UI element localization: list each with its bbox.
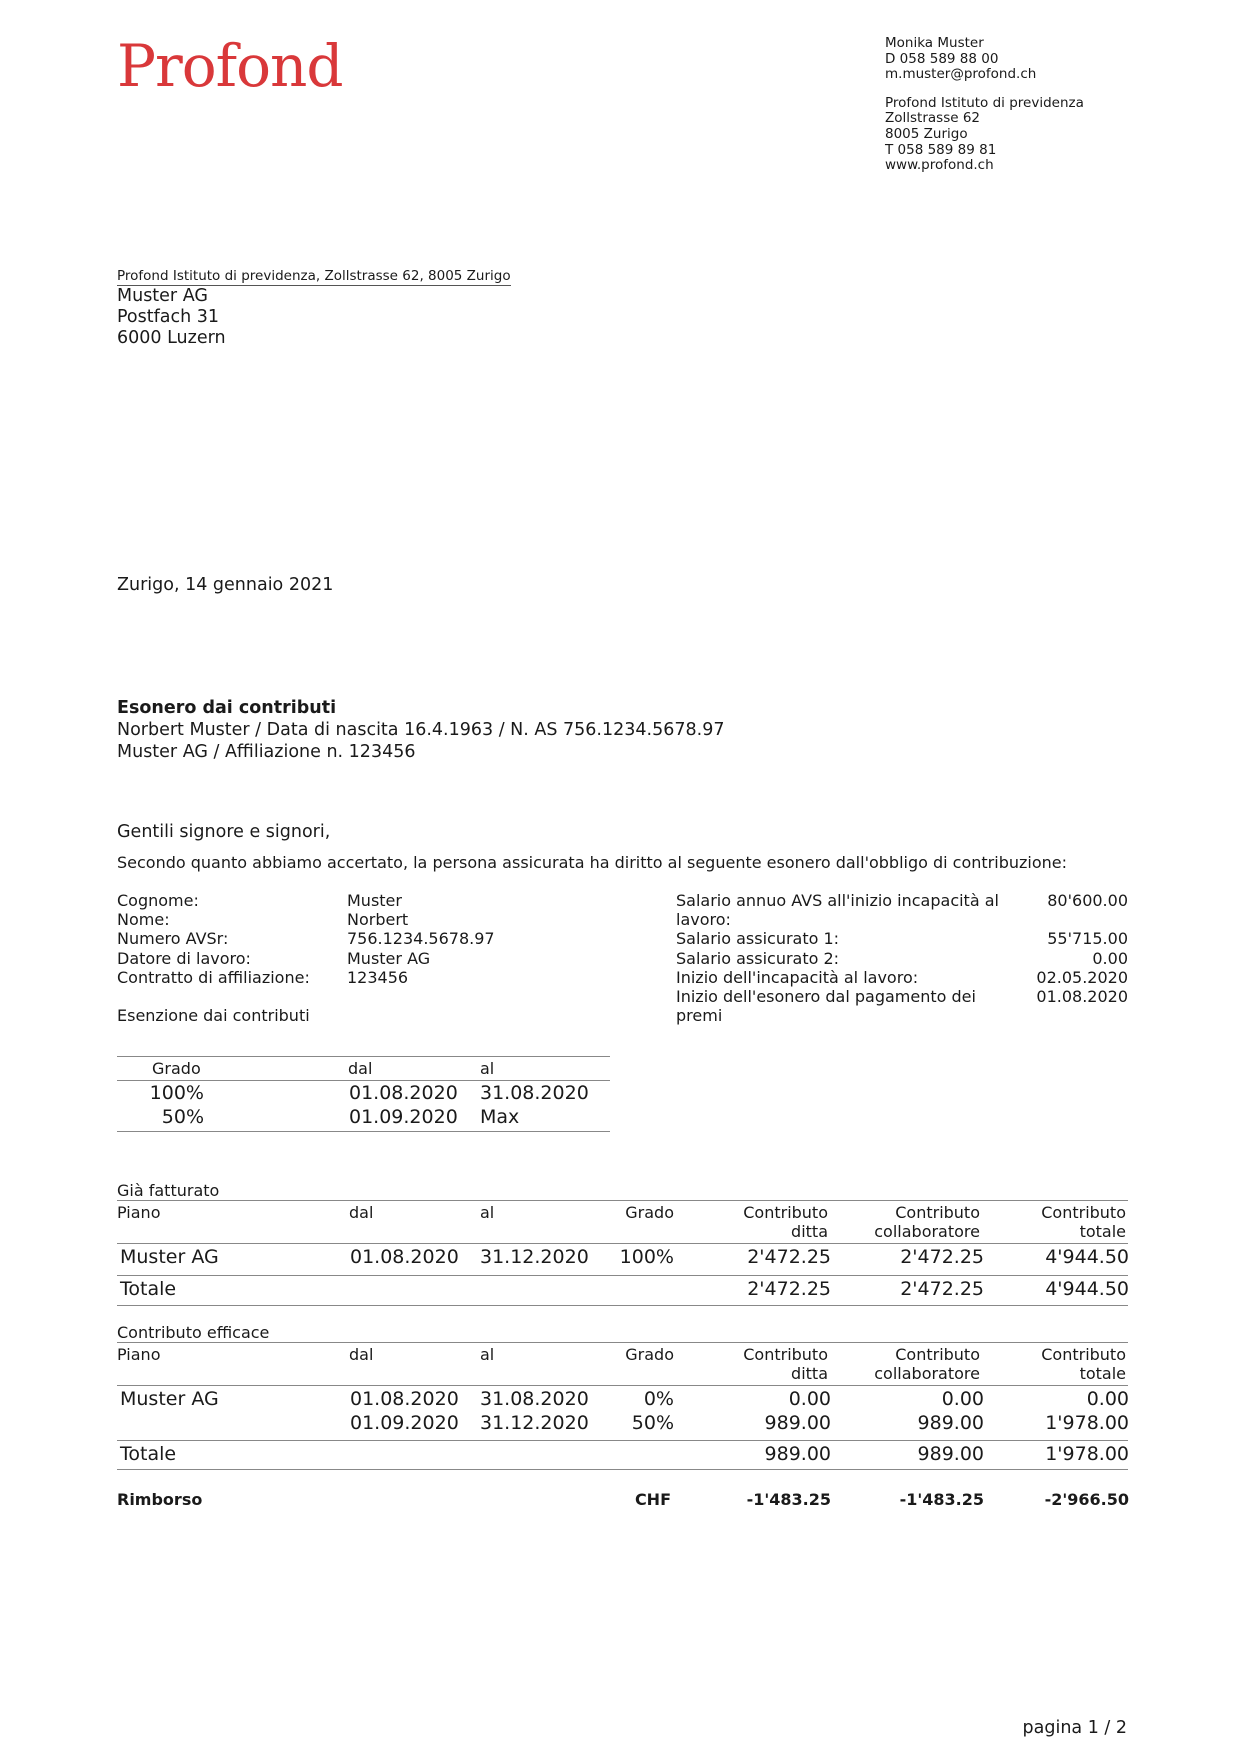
col-header: ditta	[791, 1222, 828, 1241]
divider	[117, 1275, 1128, 1276]
billed-plan: Muster AG	[120, 1246, 219, 1268]
page-number: pagina 1 / 2	[1022, 1718, 1127, 1738]
effective-total: 1'978.00	[1045, 1412, 1129, 1434]
col-header: Grado	[625, 1203, 674, 1222]
info-label: Numero AVSr:	[117, 929, 229, 949]
salary-value: 55'715.00	[1047, 929, 1128, 949]
info-value: Muster AG	[347, 948, 431, 968]
col-header: collaboratore	[874, 1222, 980, 1241]
divider	[117, 1080, 610, 1081]
contact-block	[885, 36, 1084, 174]
salary-label: Salario assicurato 1:	[676, 929, 840, 949]
subject-line: Norbert Muster / Data di nascita 16.4.1963 / N. AS 756.1234.5678.97	[117, 720, 725, 740]
info-label: Nome:	[117, 910, 170, 930]
divider	[117, 1469, 1128, 1470]
logo: Profond	[117, 32, 343, 100]
refund-employee: -1'483.25	[899, 1490, 984, 1509]
effective-total-employee: 989.00	[917, 1443, 984, 1465]
billed-employee: 2'472.25	[900, 1246, 984, 1268]
billed-total: 4'944.50	[1045, 1246, 1129, 1268]
salary-row	[676, 987, 1128, 1025]
effective-from: 01.09.2020	[350, 1412, 459, 1434]
billed-to: 31.12.2020	[480, 1246, 589, 1268]
info-value: Norbert	[347, 910, 409, 930]
info-label: Contratto di affiliazione:	[117, 967, 310, 987]
info-row	[117, 929, 495, 949]
effective-employee: 989.00	[917, 1412, 984, 1434]
sender-line: Profond Istituto di previdenza, Zollstrasse 62, 8005 Zurigo	[117, 268, 511, 284]
info-row	[117, 910, 409, 930]
info-label: Datore di lavoro:	[117, 948, 251, 968]
exemption-heading: Esenzione dai contributi	[117, 1006, 310, 1025]
grade-to: 31.08.2020	[480, 1082, 589, 1104]
refund-currency: CHF	[634, 1490, 671, 1509]
divider	[117, 1200, 1128, 1201]
contact-email: m.muster@profond.ch	[885, 66, 1037, 83]
divider	[117, 1342, 1128, 1343]
recipient-line: Muster AG	[117, 286, 208, 306]
col-header: dal	[349, 1345, 374, 1364]
billed-from: 01.08.2020	[350, 1246, 459, 1268]
info-label: Cognome:	[117, 891, 199, 910]
col-header: ditta	[791, 1364, 828, 1383]
divider	[117, 1056, 610, 1057]
info-value: 123456	[347, 967, 409, 987]
recipient-line: 6000 Luzern	[117, 328, 226, 348]
divider	[117, 1440, 1128, 1441]
intro-text: Secondo quanto abbiamo accertato, la persona assicurata ha diritto al seguente esonero dall'obbligo di contribuzione:	[117, 853, 1068, 872]
salary-info	[676, 891, 1128, 1025]
refund-total: -2'966.50	[1044, 1490, 1129, 1509]
col-header: Contributo	[1041, 1345, 1126, 1364]
divider	[117, 1243, 1128, 1244]
info-row	[117, 967, 409, 987]
info-value: 756.1234.5678.97	[347, 929, 495, 949]
section-title-billed: Già fatturato	[117, 1181, 220, 1200]
refund-company: -1'483.25	[746, 1490, 831, 1509]
col-header: Piano	[117, 1203, 161, 1222]
effective-total-total: 1'978.00	[1045, 1443, 1129, 1465]
salary-row	[676, 949, 1128, 968]
salary-label: Salario annuo AVS all'inizio incapacità al lavoro:	[676, 891, 999, 930]
grade-from: 01.08.2020	[349, 1082, 458, 1104]
grade-value: 50%	[161, 1106, 204, 1128]
salary-value: 80'600.00	[1047, 891, 1128, 910]
billed-total-employee: 2'472.25	[900, 1278, 984, 1300]
subject-block	[117, 697, 724, 763]
effective-grade: 0%	[643, 1388, 674, 1410]
col-header: Contributo	[895, 1203, 980, 1222]
salary-row	[676, 968, 1128, 987]
col-header: al	[480, 1345, 495, 1364]
grade-header: dal	[348, 1059, 373, 1078]
recipient-address	[117, 286, 226, 349]
contact-web: www.profond.ch	[885, 157, 994, 174]
col-header: dal	[349, 1203, 374, 1222]
subject-title: Esonero dai contributi	[117, 698, 337, 718]
info-row	[117, 948, 431, 968]
grade-header: al	[480, 1059, 495, 1078]
effective-total-label: Totale	[120, 1443, 177, 1465]
salary-value: 01.08.2020	[1036, 987, 1128, 1007]
col-header: Piano	[117, 1345, 161, 1364]
col-header: totale	[1079, 1364, 1126, 1383]
effective-company: 989.00	[764, 1412, 831, 1434]
letter-date: Zurigo, 14 gennaio 2021	[117, 575, 334, 595]
effective-to: 31.12.2020	[480, 1412, 589, 1434]
grade-from: 01.09.2020	[349, 1106, 458, 1128]
salary-label: Inizio dell'esonero dal pagamento dei premi	[676, 987, 976, 1026]
billed-grade: 100%	[619, 1246, 674, 1268]
salary-value: 02.05.2020	[1036, 967, 1128, 987]
contact-direct-phone: D 058 589 88 00	[885, 50, 999, 67]
col-header: Contributo	[1041, 1203, 1126, 1222]
col-header: totale	[1079, 1222, 1126, 1241]
info-row	[117, 891, 402, 910]
effective-company: 0.00	[788, 1388, 831, 1410]
col-header: al	[480, 1203, 495, 1222]
salary-row	[676, 929, 1128, 948]
contact-org: Profond Istituto di previdenza	[885, 94, 1084, 111]
effective-total-company: 989.00	[764, 1443, 831, 1465]
effective-total: 0.00	[1086, 1388, 1129, 1410]
salary-row	[676, 891, 1128, 929]
col-header: collaboratore	[874, 1364, 980, 1383]
billed-company: 2'472.25	[747, 1246, 831, 1268]
effective-plan: Muster AG	[120, 1388, 219, 1410]
recipient-line: Postfach 31	[117, 307, 220, 327]
divider	[117, 1131, 610, 1132]
contact-street: Zollstrasse 62	[885, 110, 981, 127]
contact-city: 8005 Zurigo	[885, 125, 968, 142]
effective-to: 31.08.2020	[480, 1388, 589, 1410]
refund-label: Rimborso	[117, 1490, 203, 1509]
billed-total-total: 4'944.50	[1045, 1278, 1129, 1300]
info-value: Muster	[347, 891, 402, 910]
effective-grade: 50%	[631, 1412, 674, 1434]
subject-line: Muster AG / Affiliazione n. 123456	[117, 742, 416, 762]
effective-employee: 0.00	[941, 1388, 984, 1410]
grade-value: 100%	[149, 1082, 204, 1104]
contact-person: Monika Muster	[885, 35, 984, 51]
billed-total-label: Totale	[120, 1278, 177, 1300]
divider	[117, 1385, 1128, 1386]
billed-total-company: 2'472.25	[747, 1278, 831, 1300]
effective-from: 01.08.2020	[350, 1388, 459, 1410]
section-title-effective: Contributo efficace	[117, 1323, 270, 1342]
col-header: Grado	[625, 1345, 674, 1364]
col-header: Contributo	[895, 1345, 980, 1364]
grade-to: Max	[480, 1106, 520, 1128]
salary-value: 0.00	[1092, 948, 1128, 968]
grade-header: Grado	[152, 1059, 201, 1078]
col-header: Contributo	[743, 1345, 828, 1364]
divider	[117, 1305, 1128, 1306]
person-info	[117, 891, 495, 987]
salary-label: Inizio dell'incapacità al lavoro:	[676, 967, 919, 987]
salary-label: Salario assicurato 2:	[676, 948, 840, 968]
col-header: Contributo	[743, 1203, 828, 1222]
salutation: Gentili signore e signori,	[117, 822, 331, 842]
contact-phone: T 058 589 89 81	[885, 141, 997, 158]
